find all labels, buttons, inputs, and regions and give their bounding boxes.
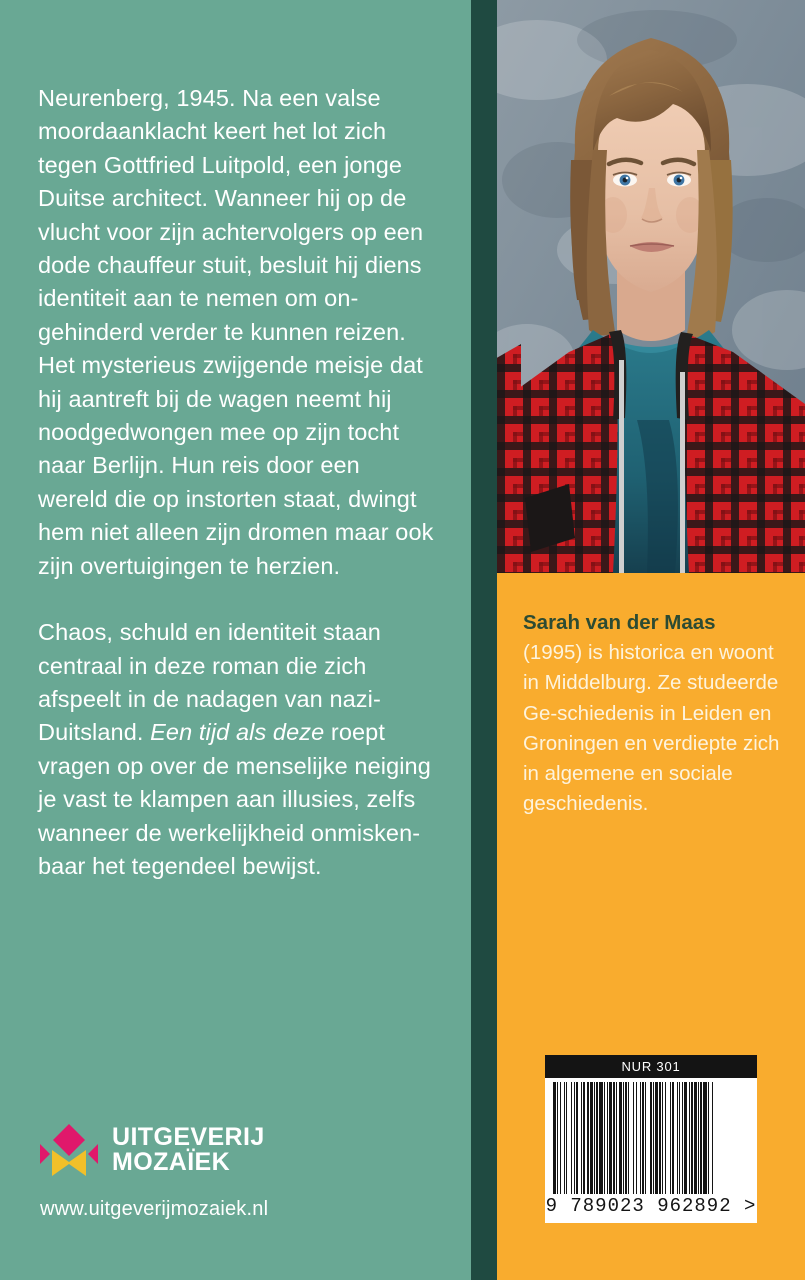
book-blurb bbox=[38, 82, 436, 883]
author-portrait-photo bbox=[497, 0, 805, 573]
book-title-italic: Een tijd als deze bbox=[150, 719, 325, 746]
author-bio-text bbox=[523, 608, 781, 819]
blurb-paragraph-1: Neurenberg, 1945. Na een valse moordaanklacht keert het lot zich tegen Gottfried Luitpold, een jonge Duitse architect. Wanneer hij op de vlucht voor zijn achtervolgers op een dode chauffeur stuit, besluit hij diens identiteit aan te nemen om on-gehinderd verder te kunnen reizen. Het mysterieus zwijgende meisje dat hij aantreft bij de wagen neemt hij noodgedwongen mee op zijn tocht naar Berlijn. Hun reis door een wereld die op instorten staat, dwingt hem niet alleen zijn dromen maar ook zijn overtuigingen te herzien. bbox=[38, 85, 434, 579]
mozaiek-diamond-icon bbox=[40, 1120, 98, 1180]
author-bio-body: (1995) is historica en woont in Middelburg. Ze studeerde Ge-schiedenis in Leiden en Groningen en verdiepte zich in algemene en sociale geschiedenis. bbox=[523, 641, 780, 816]
spine-strip bbox=[471, 0, 497, 1280]
barcode-bars-area bbox=[545, 1078, 757, 1194]
barcode-bar bbox=[713, 1082, 716, 1194]
publisher-website: www.uitgeverijmozaiek.nl bbox=[40, 1198, 269, 1220]
publisher-wordmark bbox=[112, 1122, 265, 1176]
publisher-line-2: MOZAÏEK bbox=[112, 1148, 231, 1176]
author-bio bbox=[523, 608, 781, 819]
isbn-digits: 9 789023 962892 > bbox=[545, 1194, 757, 1223]
nur-label: NUR 301 bbox=[545, 1055, 757, 1078]
barcode-block bbox=[545, 1055, 757, 1223]
publisher-line-1: UITGEVERIJ bbox=[112, 1122, 265, 1151]
barcode-bars bbox=[553, 1082, 749, 1194]
blurb-p2-part-b: roept vragen op over de menselijke neiging je vast te klampen aan illusies, zelfs wanneer de werkelijkheid onmisken-baar het tegendeel bewijst. bbox=[38, 719, 431, 879]
publisher-logo bbox=[40, 1120, 265, 1180]
portrait-illustration bbox=[497, 0, 805, 573]
blurb-p2-part-a: Chaos, schuld en identiteit staan centraal in deze roman die zich afspeelt in de nadagen van nazi-Duitsland. bbox=[38, 619, 381, 746]
author-name: Sarah van der Maas bbox=[523, 611, 716, 634]
blurb-paragraph-2 bbox=[38, 616, 436, 883]
